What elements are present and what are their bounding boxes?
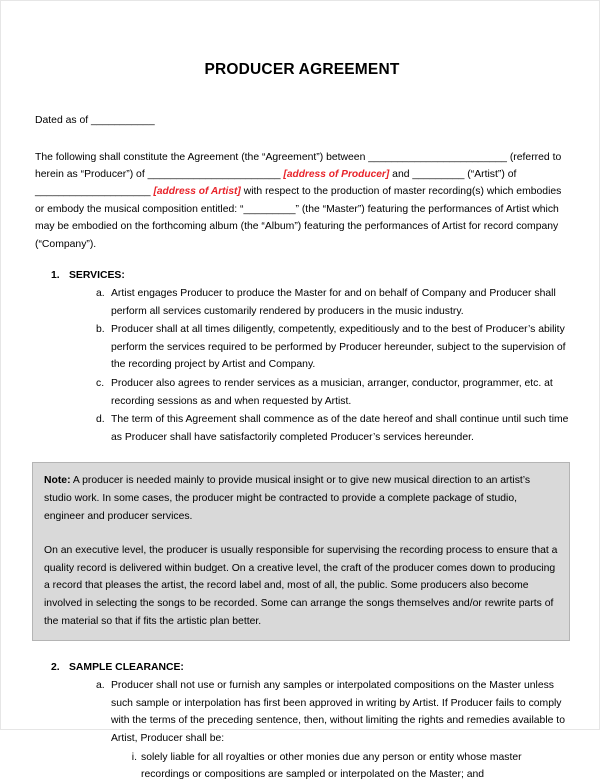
list-item	[35, 411, 569, 446]
section-sample-clearance	[35, 659, 569, 784]
lead-paragraph-part-2: and _________ (“Artist”) of ____________________	[35, 169, 517, 198]
section-services-title: SERVICES:	[69, 270, 125, 282]
note-callout-box	[32, 462, 570, 641]
list-item	[35, 285, 569, 320]
section-sample-clearance-list	[35, 677, 569, 784]
section-sample-clearance-heading	[35, 659, 569, 676]
note-paragraph-2: On an executive level, the producer is usually responsible for supervising the recording process to ensure that a quality record is delivered within budget. On a creative level, the craft of the producer comes down to producing a record that pleases the artist, the record label and, most of all, the public. Some producers also become involved in selecting the songs to be recorded. Some can arrange the songs themselves and/or rewrite parts of the material so that if fits the artistic plan better.	[44, 545, 558, 627]
sub-list-roman	[111, 749, 569, 784]
list-item-text: solely liable for all royalties or other monies due any person or entity whose master recordings or compositions are sampled or interpolated on the Master; and	[141, 751, 522, 781]
section-services-heading	[35, 267, 569, 284]
note-paragraph-1-text: A producer is needed mainly to provide musical insight or to give new musical direction to an artist’s studio work. In some cases, the producer might be contracted to provide a complete package of studio, engineer and producer services.	[44, 475, 531, 522]
list-item-text: The term of this Agreement shall commence as of the date hereof and shall continue until such time as Producer shall have satisfactorily completed Producer’s services hereunder.	[111, 414, 569, 443]
section-services-number: 1.	[51, 270, 60, 282]
note-paragraph-1	[44, 472, 558, 525]
lead-paragraph	[35, 149, 569, 253]
page-content	[35, 1, 569, 784]
list-item-text: Artist engages Producer to produce the Master for and on behalf of Company and Producer shall perform all services customarily rendered by producers in the music industry.	[111, 288, 556, 317]
list-item-marker: a.	[96, 680, 105, 692]
lead-paragraph-part-3: with respect to the production of master recording(s) which embodies or embody the musical composition entitled: “_________” (the “Master”) featuring the performances of Artist which may be embodied on the forthcoming album (the “Album”) featuring the performances of Artist for record company (“Company”).	[35, 186, 562, 250]
list-item-marker: d.	[96, 414, 105, 426]
list-item-marker: a.	[96, 288, 105, 300]
list-item	[35, 677, 569, 784]
list-item-text: Producer shall at all times diligently, competently, expeditiously and to the best of Producer’s ability perform the services required to be performed by Producer hereunder, subject to the supervision of the recording project by Artist and Company.	[111, 324, 566, 371]
lead-paragraph-part-1: The following shall constitute the Agreement (the “Agreement”) between ________________________ (referred to herein as “Producer”) of _______________________	[35, 151, 562, 180]
page-title: PRODUCER AGREEMENT	[204, 61, 400, 78]
section-services	[35, 267, 569, 446]
list-item-marker: c.	[96, 378, 105, 389]
section-sample-clearance-number: 2.	[51, 662, 60, 674]
dated-as-of-line: Dated as of ___________	[35, 114, 155, 126]
list-item-marker: i.	[131, 751, 137, 763]
list-item	[111, 749, 569, 784]
section-sample-clearance-title: SAMPLE CLEARANCE:	[69, 662, 184, 674]
list-item-text: Producer shall not use or furnish any samples or interpolated compositions on the Master unless such sample or interpolation has first been approved in writing by Artist. If Producer fails to comply with the terms of the preceding sentence, then, without limiting the rights and remedies available to Artist, Producer shall be:	[111, 680, 565, 744]
list-item-text: Producer also agrees to render services as a musician, arranger, conductor, programmer, etc. at recording sessions as and when requested by Artist.	[111, 378, 553, 407]
list-item	[35, 375, 569, 410]
placeholder-address-of-artist: [address of Artist]	[153, 186, 241, 198]
section-services-list	[35, 285, 569, 446]
list-item	[35, 321, 569, 374]
note-label: Note:	[44, 475, 71, 487]
placeholder-address-of-producer: [address of Producer]	[283, 169, 390, 180]
list-item-marker: b.	[96, 324, 105, 336]
